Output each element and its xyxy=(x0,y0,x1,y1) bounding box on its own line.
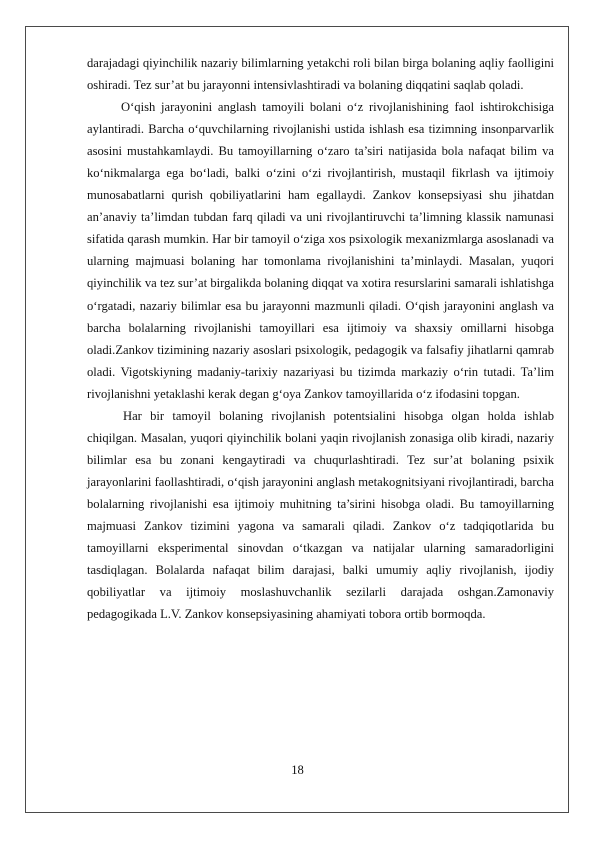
page-number: 18 xyxy=(291,763,304,777)
paragraph-development-potential: Har bir tamoyil bolaning rivojlanish potentsialini hisobga olgan holda ishlab chiqilgan. Masalan, yuqori qiyinchilik bolani yaqin rivojlanish zonasiga olib kiradi, nazariy bilimlar esa bu zonani kengaytiradi va chuqurlashtiradi. Tez sur’at bolaning psixik jarayonlarini faollashtiradi, o‘qish jarayonini anglash metakognitsiyani rivojlantiradi, barcha bolalarning rivojlanishi esa ijtimoiy muhitning ta’sirini hisobga oladi. Bu tamoyillarning majmuasi Zankov tizimini yagona va samarali qiladi. Zankov o‘z tadqiqotlarida bu tamoyillarni eksperimental sinovdan o‘tkazgan va natijalar ularning samaradorligini tasdiqlagan. Bolalarda nafaqat bilim darajasi, balki umumiy aqliy rivojlanish, ijodiy qobiliyatlar va ijtimoiy moslashuvchanlik sezilarli darajada oshgan.Zamonaviy pedagogikada L.V. Zankov konsepsiyasining ahamiyati tobora ortib bormoqda. xyxy=(87,408,554,622)
paragraph-continuation: darajadagi qiyinchilik nazariy bilimlarning yetakchi roli bilan birga bolaning aqliy faolligini oshiradi. Tez sur’at bu jarayonni intensivlashtiradi va bolaning diqqatini saqlab qoladi. xyxy=(87,56,554,93)
paragraph-reading-principle: O‘qish jarayonini anglash tamoyili bolani o‘z rivojlanishining faol ishtirokchisiga aylantiradi. Barcha o‘quvchilarning rivojlanishi ustida ishlash esa tizimning insonparvarlik asosini mustahkamlaydi. Bu tamoyillarning o‘zaro ta’siri natijasida bola nafaqat bilim va ko‘nikmalarga ega bo‘ladi, balki o‘zini o‘zi rivojlantirish, mustaqil fikrlash va ijtimoiy munosabatlarni qurish qobiliyatlarini ham egallaydi. Zankov konsepsiyasi shu jihatdan an’anaviy ta’limdan tubdan farq qiladi va uni rivojlantiruvchi ta’limning klassik namunasi sifatida qarash mumkin. Har bir tamoyil o‘ziga xos psixologik mexanizmlarga asoslanadi va ularning majmuasi bolaning har tomonlama rivojlanishini ta’minlaydi. Masalan, yuqori qiyinchilik va tez sur’at birgalikda bolaning diqqat va xotira resurslarini samarali ishlatishga o‘rgatadi, nazariy bilimlar esa bu jarayonni mazmunli qiladi. O‘qish jarayonini anglash va barcha bolalarning rivojlanishi tamoyillari esa ijtimoiy va shaxsiy omillarni hisobga oladi.Zankov tizimining nazariy asoslari psixologik, pedagogik va falsafiy jihatlarni qamrab oladi. Vigotskiyning madaniy-tarixiy nazariyasi bu tizimda markaziy o‘rin tutadi. Ta’lim rivojlanishni yetaklashi kerak degan g‘oya Zankov tamoyillarida o‘z ifodasini topgan. xyxy=(87,100,554,401)
page-body xyxy=(87,52,554,625)
